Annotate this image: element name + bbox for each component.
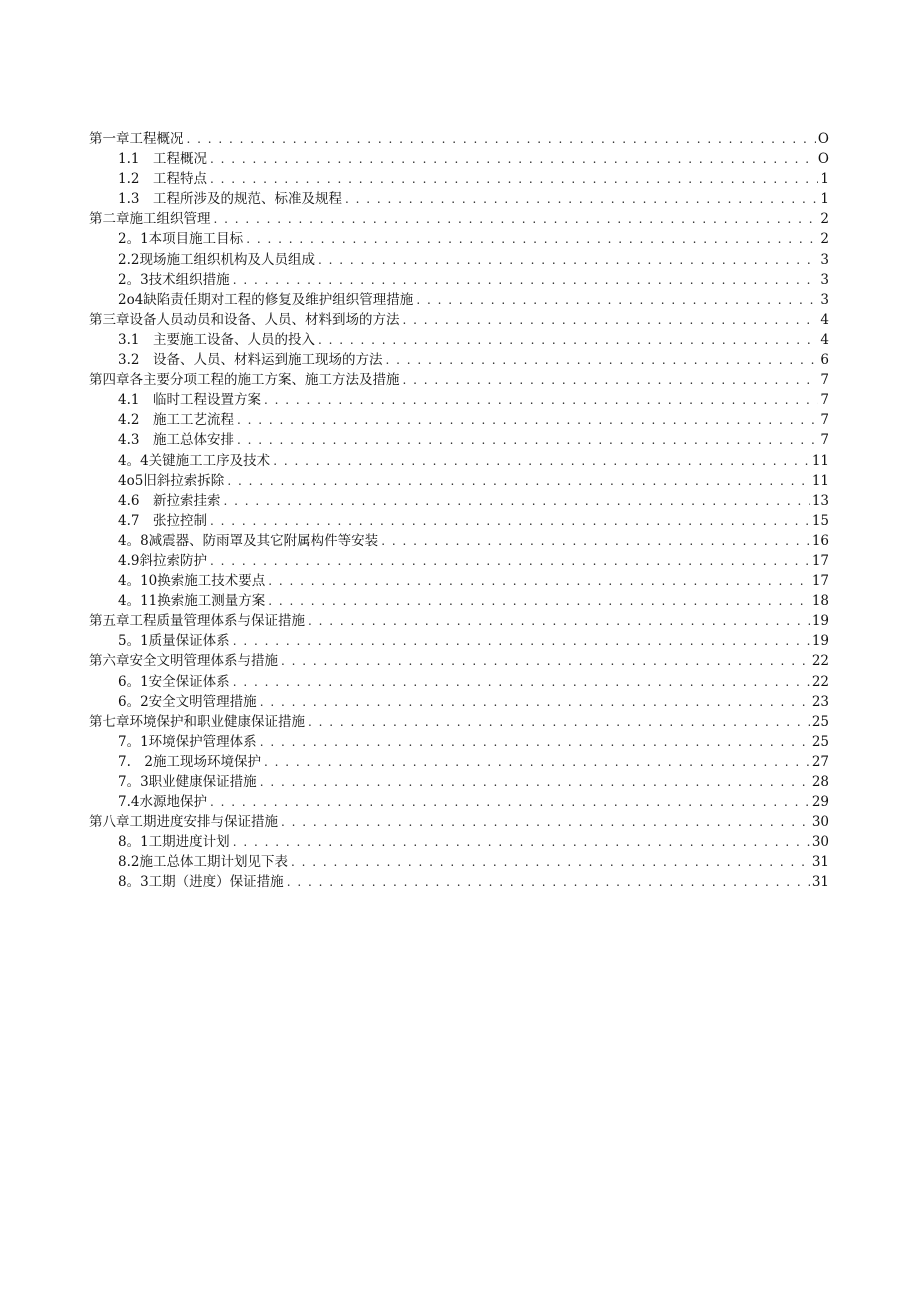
toc-entry-title: 第一章工程概况 — [89, 131, 184, 147]
toc-dot-leader — [385, 350, 818, 370]
toc-dot-leader — [308, 611, 810, 631]
toc-entry-page: O — [817, 131, 829, 147]
toc-entry-title: 4.9斜拉索防护 — [118, 552, 207, 569]
toc-dot-leader — [233, 832, 810, 852]
toc-entry-title: 第五章工程质量管理体系与保证措施 — [89, 613, 305, 630]
toc-entry-title: 7。1环境保护管理体系 — [118, 733, 257, 750]
toc-entry-page: 7 — [820, 412, 829, 429]
toc-dot-leader — [210, 551, 810, 571]
toc-entry-title: 4。11换索施工测量方案 — [118, 593, 266, 610]
toc-entry[interactable] — [89, 531, 829, 551]
toc-entry[interactable] — [89, 832, 829, 852]
toc-dot-leader — [260, 732, 810, 752]
toc-dot-leader — [268, 591, 810, 611]
toc-entry[interactable] — [89, 430, 829, 450]
toc-entry-page: 6 — [820, 352, 829, 369]
toc-entry[interactable] — [89, 390, 829, 410]
toc-entry[interactable] — [89, 551, 829, 571]
toc-entry-title: 3.2 设备、人员、材料运到施工现场的方法 — [118, 352, 383, 369]
toc-entry-title: 4。10换索施工技术要点 — [118, 573, 266, 590]
toc-entry-title: 4。8减震器、防雨罩及其它附属构件等安装 — [118, 532, 379, 549]
toc-entry-page: 30 — [811, 814, 829, 831]
toc-entry-title: 2。3技术组织措施 — [118, 271, 230, 288]
toc-dot-leader — [237, 430, 818, 450]
toc-entry[interactable] — [89, 270, 829, 290]
toc-entry-page: 3 — [820, 291, 829, 308]
table-of-contents — [89, 129, 829, 893]
toc-dot-leader — [214, 209, 819, 229]
toc-entry-page: 4 — [820, 331, 829, 348]
toc-entry[interactable] — [89, 310, 829, 330]
toc-entry-title: 第三章设备人员动员和设备、人员、材料到场的方法 — [89, 311, 400, 328]
toc-entry[interactable] — [89, 651, 829, 671]
toc-entry-title: 3.1 主要施工设备、人员的投入 — [118, 331, 315, 348]
toc-dot-leader — [318, 250, 818, 270]
toc-entry-page: 11 — [811, 452, 829, 469]
toc-entry-title: 第七章环境保护和职业健康保证措施 — [89, 713, 305, 730]
toc-entry[interactable] — [89, 290, 829, 310]
toc-entry-title: 4o5旧斜拉索拆除 — [118, 472, 225, 489]
toc-dot-leader — [237, 410, 818, 430]
toc-entry[interactable] — [89, 672, 829, 692]
toc-entry-page: 28 — [811, 774, 829, 790]
toc-entry[interactable] — [89, 511, 829, 531]
toc-dot-leader — [416, 290, 818, 310]
toc-dot-leader — [273, 451, 810, 471]
toc-dot-leader — [210, 169, 818, 189]
toc-entry[interactable] — [89, 370, 829, 390]
toc-entry-title: 8.2施工总体工期计划见下表 — [118, 854, 288, 871]
toc-entry[interactable] — [89, 631, 829, 651]
toc-entry-title: 7.4水源地保护 — [118, 794, 207, 811]
toc-entry-page: 17 — [811, 573, 829, 590]
toc-entry[interactable] — [89, 852, 829, 872]
toc-entry-page: 16 — [811, 532, 829, 549]
toc-entry-page: 25 — [811, 713, 829, 730]
toc-entry[interactable] — [89, 129, 829, 149]
toc-dot-leader — [281, 812, 810, 832]
toc-entry-title: 4.1 临时工程设置方案 — [118, 392, 261, 409]
toc-dot-leader — [260, 772, 810, 792]
toc-entry[interactable] — [89, 732, 829, 752]
toc-entry[interactable] — [89, 350, 829, 370]
toc-entry-page: 31 — [811, 874, 829, 891]
toc-entry-page: 7 — [820, 432, 829, 449]
toc-entry-page: 1 — [820, 191, 829, 208]
toc-entry-page: 27 — [811, 753, 829, 770]
toc-dot-leader — [260, 692, 810, 712]
toc-entry[interactable] — [89, 149, 829, 169]
toc-entry-title: 1.3 工程所涉及的规范、标准及规程 — [118, 191, 342, 208]
toc-entry[interactable] — [89, 451, 829, 471]
toc-entry-page: 13 — [811, 492, 829, 509]
toc-entry-page: 2 — [820, 231, 829, 248]
toc-entry-title: 第八章工期进度安排与保证措施 — [89, 814, 278, 831]
toc-entry[interactable] — [89, 611, 829, 631]
toc-entry-title: 2.2现场施工组织机构及人员组成 — [118, 251, 315, 268]
toc-entry-title: 2。1本项目施工目标 — [118, 231, 244, 248]
toc-entry-title: 8。1工期进度计划 — [118, 834, 230, 851]
toc-entry-title: 4。4关键施工工序及技术 — [118, 452, 271, 469]
toc-entry[interactable] — [89, 169, 829, 189]
toc-entry-page: 3 — [820, 251, 829, 268]
toc-dot-leader — [403, 310, 819, 330]
toc-entry-page: 25 — [811, 733, 829, 750]
toc-entry[interactable] — [89, 250, 829, 270]
toc-entry[interactable] — [89, 209, 829, 229]
toc-dot-leader — [291, 852, 810, 872]
toc-entry-page: 23 — [811, 693, 829, 710]
toc-entry-page: 17 — [811, 552, 829, 569]
toc-entry[interactable] — [89, 812, 829, 832]
toc-dot-leader — [281, 651, 810, 671]
toc-entry-page: 29 — [811, 794, 829, 811]
toc-dot-leader — [264, 752, 810, 772]
toc-entry-title: 第六章安全文明管理体系与措施 — [89, 653, 278, 670]
toc-entry-page: 7 — [820, 392, 829, 409]
toc-entry-page: 19 — [811, 613, 829, 630]
toc-entry-page: 22 — [811, 653, 829, 670]
toc-entry-title: 1.2 工程特点 — [118, 171, 207, 188]
toc-dot-leader — [268, 571, 810, 591]
toc-entry-page: 18 — [811, 593, 829, 610]
toc-dot-leader — [318, 330, 818, 350]
toc-entry-title: 4.6 新拉索挂索 — [118, 492, 221, 509]
toc-entry-title: 2o4缺陷责任期对工程的修复及维护组织管理措施 — [118, 291, 414, 308]
toc-entry[interactable] — [89, 410, 829, 430]
toc-entry-title: 6。1安全保证体系 — [118, 673, 230, 690]
toc-dot-leader — [308, 712, 810, 732]
toc-entry-title: 4.7 张拉控制 — [118, 512, 207, 529]
toc-entry[interactable] — [89, 752, 829, 772]
toc-entry-title: 6。2安全文明管理措施 — [118, 693, 257, 710]
toc-dot-leader — [246, 229, 818, 249]
toc-entry-page: 22 — [811, 673, 829, 690]
toc-dot-leader — [210, 149, 816, 169]
toc-entry-page: 31 — [811, 854, 829, 871]
toc-dot-leader — [223, 491, 809, 511]
toc-entry-title: 4.2 施工工艺流程 — [118, 412, 234, 429]
toc-entry-page: 15 — [811, 512, 829, 529]
toc-entry-page: 19 — [811, 633, 829, 650]
toc-dot-leader — [264, 390, 818, 410]
toc-entry[interactable] — [89, 491, 829, 511]
toc-entry-page: 30 — [811, 834, 829, 851]
toc-entry[interactable] — [89, 471, 829, 491]
toc-entry-title: 第四章各主要分项工程的施工方案、施工方法及措施 — [89, 372, 400, 389]
toc-dot-leader — [210, 792, 810, 812]
toc-entry[interactable] — [89, 872, 829, 892]
toc-entry-page: 3 — [820, 271, 829, 288]
toc-entry-title: 5。1质量保证体系 — [118, 633, 230, 650]
toc-dot-leader — [227, 471, 810, 491]
toc-entry[interactable] — [89, 792, 829, 812]
toc-entry[interactable] — [89, 571, 829, 591]
toc-dot-leader — [233, 631, 810, 651]
toc-dot-leader — [233, 270, 819, 290]
toc-entry-page: 2 — [820, 211, 829, 228]
toc-entry-title: 8。3工期（进度）保证措施 — [118, 874, 284, 891]
toc-entry-page: 11 — [811, 472, 829, 489]
toc-dot-leader — [381, 531, 810, 551]
toc-dot-leader — [233, 672, 810, 692]
toc-entry-title: 第二章施工组织管理 — [89, 211, 211, 228]
toc-dot-leader — [287, 872, 810, 892]
toc-dot-leader — [345, 189, 818, 209]
toc-entry[interactable] — [89, 330, 829, 350]
toc-entry[interactable] — [89, 712, 829, 732]
toc-dot-leader — [210, 511, 810, 531]
toc-entry-title: 7. 2施工现场环境保护 — [118, 753, 261, 770]
toc-entry[interactable] — [89, 189, 829, 209]
toc-entry-title: 4.3 施工总体安排 — [118, 432, 234, 449]
toc-dot-leader — [187, 129, 816, 149]
toc-entry-page: 1 — [820, 171, 829, 188]
toc-entry-page: 7 — [820, 372, 829, 389]
toc-entry[interactable] — [89, 772, 829, 792]
toc-entry[interactable] — [89, 229, 829, 249]
toc-entry[interactable] — [89, 591, 829, 611]
toc-entry-title: 7。3职业健康保证措施 — [118, 774, 257, 790]
toc-entry-page: O — [817, 151, 829, 168]
toc-entry-page: 4 — [820, 311, 829, 328]
toc-entry-title: 1.1 工程概况 — [118, 151, 207, 168]
toc-dot-leader — [403, 370, 819, 390]
toc-entry[interactable] — [89, 692, 829, 712]
